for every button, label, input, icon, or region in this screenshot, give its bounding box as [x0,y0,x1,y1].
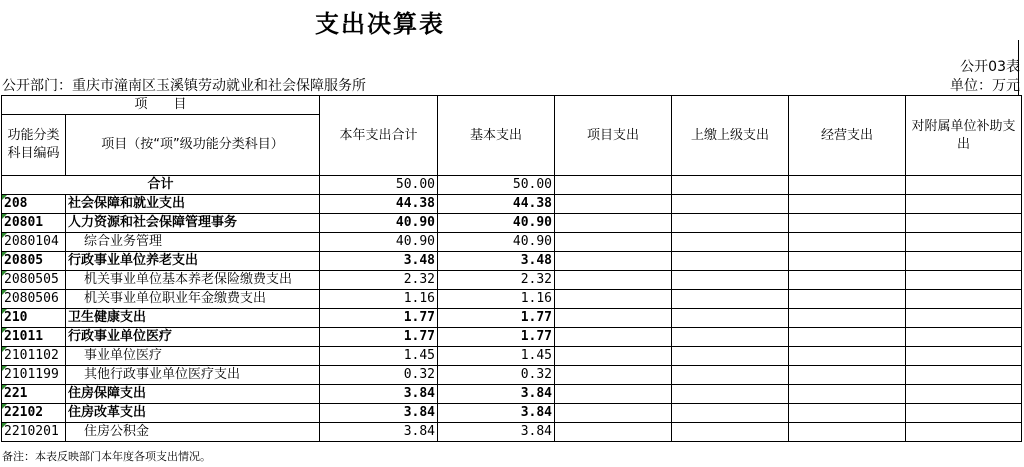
unit-label: 单位：万元 [950,78,1020,94]
row-value-cell [672,271,789,290]
row-value-cell: 2.32 [438,271,555,290]
col-header-subsidy: 对附属单位补助支出 [906,96,1022,176]
row-value-cell: 0.32 [438,366,555,385]
row-value-cell [906,195,1022,214]
table-row [2,347,1022,366]
row-code [2,290,66,309]
row-code [2,423,66,442]
table-row [2,195,1022,214]
row-code-text: 210 [4,310,28,325]
row-value-cell [555,347,672,366]
row-value-cell: 3.84 [320,423,438,442]
row-value-cell [672,233,789,252]
row-code-text: 2080506 [4,291,59,306]
row-value-cell [789,423,906,442]
table-row [2,271,1022,290]
row-name: 社会保障和就业支出 [66,195,320,214]
row-value-cell: 44.38 [438,195,555,214]
row-value-cell [789,271,906,290]
row-value-cell [672,214,789,233]
row-value-cell: 0.32 [320,366,438,385]
row-value-cell [672,309,789,328]
table-row [2,309,1022,328]
row-value-cell: 40.90 [320,214,438,233]
row-value-cell [672,290,789,309]
cell-marker-icon [2,233,7,238]
cell-marker-icon [2,385,7,390]
row-value-cell [906,404,1022,423]
table-row [2,233,1022,252]
row-value-cell [906,290,1022,309]
table-row [2,290,1022,309]
row-value-cell [789,385,906,404]
row-name: 事业单位医疗 [66,347,320,366]
table-header [2,96,1022,176]
row-name: 住房改革支出 [66,404,320,423]
row-value-cell [672,423,789,442]
row-code [2,328,66,347]
row-code-text: 22102 [4,405,44,420]
table-row [2,214,1022,233]
row-name: 行政事业单位养老支出 [66,252,320,271]
row-value-cell: 3.84 [438,423,555,442]
row-value-cell [789,347,906,366]
cell-marker-icon [2,347,7,352]
table-row [2,423,1022,442]
row-code-text: 2080505 [4,272,59,287]
row-value-cell [906,214,1022,233]
row-value-cell: 3.84 [438,385,555,404]
total-cell [906,176,1022,195]
total-row [2,176,1022,195]
item-group-header: 项 目 [2,96,320,115]
cell-marker-icon [2,366,7,371]
row-value-cell [672,385,789,404]
cell-marker-icon [2,252,7,257]
row-value-cell [789,404,906,423]
col-header-total: 本年支出合计 [320,96,438,176]
cell-marker-icon [2,404,7,409]
row-value-cell [789,195,906,214]
row-value-cell: 2.32 [320,271,438,290]
row-name: 卫生健康支出 [66,309,320,328]
row-value-cell [672,366,789,385]
row-code [2,366,66,385]
footnote: 备注：本表反映部门本年度各项支出情况。 [2,450,211,463]
row-name: 住房保障支出 [66,385,320,404]
cell-marker-icon [2,195,7,200]
row-code-text: 208 [4,196,28,211]
row-value-cell: 1.77 [320,328,438,347]
row-code-text: 21011 [4,329,44,344]
row-code-text: 2101199 [4,367,59,382]
row-value-cell [555,385,672,404]
row-value-cell: 40.90 [320,233,438,252]
table-row [2,385,1022,404]
code-col-header: 功能分类科目编码 [2,115,66,176]
row-name: 机关事业单位基本养老保险缴费支出 [66,271,320,290]
row-value-cell [555,290,672,309]
row-value-cell: 3.48 [438,252,555,271]
total-cell [789,176,906,195]
row-value-cell [789,290,906,309]
row-value-cell [672,347,789,366]
row-value-cell: 1.45 [438,347,555,366]
page-title: 支出决算表 [315,10,445,38]
total-cell [672,176,789,195]
cell-marker-icon [2,271,7,276]
row-name: 其他行政事业单位医疗支出 [66,366,320,385]
col-header-business: 经营支出 [789,96,906,176]
row-code [2,271,66,290]
row-name: 人力资源和社会保障管理事务 [66,214,320,233]
cell-marker-icon [2,309,7,314]
row-value-cell: 1.77 [438,309,555,328]
row-value-cell: 44.38 [320,195,438,214]
total-cell: 50.00 [320,176,438,195]
row-value-cell: 40.90 [438,214,555,233]
cell-marker-icon [2,423,7,428]
table-row [2,252,1022,271]
row-value-cell [789,233,906,252]
cell-marker-icon [2,214,7,219]
row-code [2,195,66,214]
row-code-text: 2101102 [4,348,59,363]
department-label: 公开部门：重庆市潼南区玉溪镇劳动就业和社会保障服务所 [2,78,366,94]
row-value-cell [672,404,789,423]
col-header-remit: 上缴上级支出 [672,96,789,176]
expenditure-table [1,95,1022,442]
row-value-cell [906,385,1022,404]
table-body [2,176,1022,442]
row-value-cell: 1.45 [320,347,438,366]
row-value-cell [672,328,789,347]
row-value-cell [789,366,906,385]
row-code [2,309,66,328]
row-code [2,252,66,271]
row-value-cell [555,328,672,347]
row-value-cell [789,309,906,328]
total-cell: 50.00 [438,176,555,195]
row-code-text: 2080104 [4,234,59,249]
row-code [2,214,66,233]
row-value-cell [789,214,906,233]
cell-marker-icon [2,328,7,333]
row-value-cell: 3.84 [320,404,438,423]
row-value-cell [906,347,1022,366]
row-value-cell [789,252,906,271]
table-row [2,404,1022,423]
row-code-text: 20801 [4,215,44,230]
row-name: 住房公积金 [66,423,320,442]
row-value-cell: 3.84 [320,385,438,404]
row-value-cell [555,423,672,442]
row-value-cell [555,214,672,233]
row-value-cell [555,252,672,271]
row-value-cell: 3.48 [320,252,438,271]
row-code-text: 20805 [4,253,44,268]
row-value-cell [672,195,789,214]
row-value-cell [906,309,1022,328]
row-value-cell: 1.16 [320,290,438,309]
table-code: 公开03表 [960,59,1020,75]
row-code [2,347,66,366]
row-name: 机关事业单位职业年金缴费支出 [66,290,320,309]
row-value-cell [672,252,789,271]
col-header-basic: 基本支出 [438,96,555,176]
table-row [2,328,1022,347]
cell-marker-icon [2,290,7,295]
row-code [2,233,66,252]
row-code [2,385,66,404]
row-name: 综合业务管理 [66,233,320,252]
col-header-project: 项目支出 [555,96,672,176]
total-cell [555,176,672,195]
row-value-cell [555,309,672,328]
row-value-cell: 40.90 [438,233,555,252]
table-row [2,366,1022,385]
row-value-cell [555,404,672,423]
total-label: 合计 [2,176,320,195]
row-value-cell [555,233,672,252]
row-value-cell [906,252,1022,271]
row-value-cell [906,423,1022,442]
row-value-cell [906,233,1022,252]
row-value-cell [555,366,672,385]
row-value-cell: 1.77 [438,328,555,347]
row-code-text: 2210201 [4,424,59,439]
row-value-cell [906,271,1022,290]
row-name: 行政事业单位医疗 [66,328,320,347]
row-value-cell [906,366,1022,385]
row-code [2,404,66,423]
row-value-cell [555,195,672,214]
row-value-cell: 3.84 [438,404,555,423]
row-code-text: 221 [4,386,28,401]
row-value-cell [555,271,672,290]
row-value-cell [906,328,1022,347]
row-value-cell [789,328,906,347]
name-col-header: 项目（按“项”级功能分类科目） [66,115,320,176]
row-value-cell: 1.77 [320,309,438,328]
row-value-cell: 1.16 [438,290,555,309]
